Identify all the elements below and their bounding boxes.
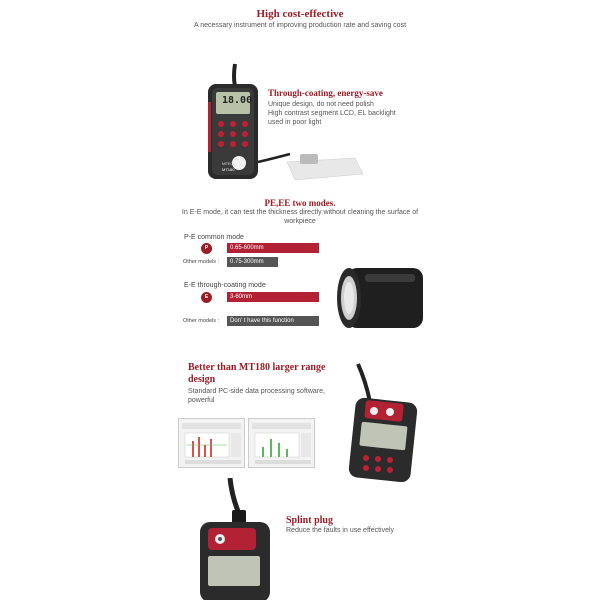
pe-range-bar: 0.65-600mm [227,243,319,253]
software-screenshot-1 [178,418,245,468]
software-screenshot-2 [248,418,315,468]
device-model: MT180 [222,167,235,172]
coating-line-1: Unique design, do not need polish [268,101,374,108]
gauge-angled-image [340,362,420,482]
coating-feature-lines [268,100,468,127]
range-feature-title: Better than MT180 larger range design [188,362,326,385]
device-display-value: 18.00 [222,95,253,106]
probe-image [335,262,425,334]
pe-mode-label: P-E common mode [184,234,244,241]
pe-other-label: Other models : [183,259,220,265]
modes-description: In E-E mode, it can test the thickness directly without cleaning the surface of workpiece [181,209,419,225]
splint-plug-image [190,478,280,600]
modes-title: PE,EE two modes. [264,198,336,208]
coating-feature-title: Through-coating, energy-save [268,88,383,98]
ee-other-bar: Don' t have this function [227,316,319,326]
coating-line-2: High contrast segment LCD, EL backlight [268,110,396,117]
header-title: High cost-effective [256,8,344,20]
ee-mode-badge: E [201,292,212,303]
ee-other-label: Other models : [183,318,220,324]
device-brand: MITECH [222,162,236,166]
header-description: A necessary instrument of improving production rate and saving cost [193,22,407,29]
ee-mode-label: E-E through-coating mode [184,282,266,289]
coating-line-3: used in poor light [268,119,322,126]
range-feature-description: Standard PC-side data processing software, powerful [188,388,325,404]
ee-range-bar: 3-60mm [227,292,319,302]
pe-other-bar: 0.75-300mm [227,257,278,267]
splint-plug-description: Reduce the faults in use effectively [286,527,395,534]
pe-mode-badge: P [201,243,212,254]
splint-plug-title: Splint plug [286,515,333,526]
